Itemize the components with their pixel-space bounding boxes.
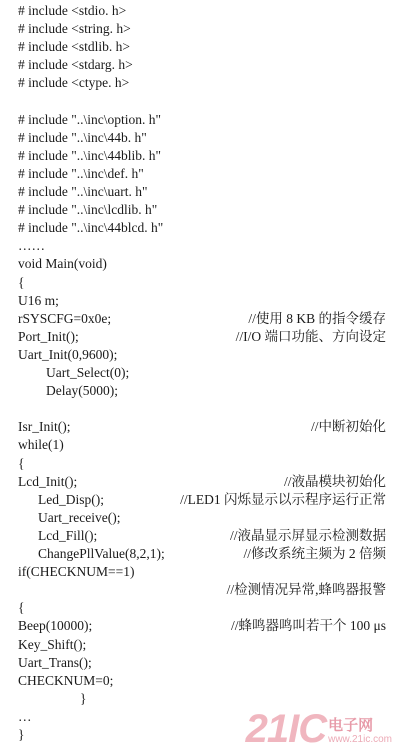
code-text: Isr_Init(); <box>18 419 71 435</box>
code-text: Lcd_Init(); <box>18 473 78 489</box>
code-text: Uart_Trans(); <box>18 654 92 670</box>
code-line <box>0 219 400 237</box>
code-comment: //使用 8 KB 的指令缓存 <box>248 310 386 326</box>
code-text: while(1) <box>18 437 64 453</box>
code-line <box>0 672 400 690</box>
code-text: Lcd_Fill(); <box>38 527 98 543</box>
code-text: Beep(10000); <box>18 618 93 634</box>
code-line <box>0 563 400 581</box>
code-line <box>0 491 400 509</box>
code-comment: //中断初始化 <box>310 419 386 435</box>
code-line <box>0 473 400 491</box>
code-text: void Main(void) <box>18 256 107 272</box>
code-text: # include "..\inc\44blcd. h" <box>18 220 164 236</box>
code-line <box>0 382 400 400</box>
code-line <box>0 400 400 418</box>
code-comment: //LED1 闪烁显示以示程序运行正常 <box>180 491 386 507</box>
code-text: ChangePllValue(8,2,1); <box>38 546 165 561</box>
code-line <box>0 237 400 255</box>
code-line <box>0 292 400 310</box>
code-text: # include "..\inc\44b. h" <box>18 129 147 145</box>
code-line <box>0 636 400 654</box>
code-line <box>0 165 400 183</box>
code-line <box>0 346 400 364</box>
code-line <box>0 527 400 545</box>
code-line <box>0 2 400 20</box>
code-line <box>0 436 400 454</box>
code-text: # include <stdarg. h> <box>18 57 133 73</box>
code-line <box>0 654 400 672</box>
code-text: { <box>18 455 25 471</box>
code-text: # include <ctype. h> <box>18 75 130 91</box>
code-line <box>0 147 400 165</box>
code-comment: //检测情况异常,蜂鸣器报警 <box>226 582 386 598</box>
code-comment: //蜂鸣器鸣叫若干个 100 μs <box>231 618 386 634</box>
watermark-cn: 电子网 <box>328 716 374 734</box>
code-line <box>0 617 400 635</box>
code-text: # include "..\inc\44blib. h" <box>18 147 162 163</box>
code-line <box>0 690 400 708</box>
code-text: Uart_Init(0,9600); <box>18 346 118 362</box>
code-text: Led_Disp(); <box>38 491 104 507</box>
code-text: { <box>18 274 25 290</box>
code-text: Port_Init(); <box>18 328 79 344</box>
code-comment: //液晶显示屏显示检测数据 <box>229 527 386 543</box>
code-text: U16 m; <box>18 292 59 308</box>
code-text: # include <stdio. h> <box>18 3 127 18</box>
watermark-domain: www.21ic.com <box>328 734 392 745</box>
code-line <box>0 455 400 473</box>
code-comment: //I/O 端口功能、方向设定 <box>235 328 386 344</box>
code-line <box>0 56 400 74</box>
code-line <box>0 364 400 382</box>
code-line <box>0 509 400 527</box>
code-line <box>0 328 400 346</box>
code-line <box>0 201 400 219</box>
code-line <box>0 310 400 328</box>
code-text: # include "..\inc\uart. h" <box>18 184 148 199</box>
code-line <box>0 38 400 56</box>
code-text: } <box>18 727 25 742</box>
code-comment: //修改系统主频为 2 倍频 <box>243 546 386 561</box>
code-text: # include <stdlib. h> <box>18 39 130 55</box>
code-comment: //液晶模块初始化 <box>283 473 386 489</box>
code-line <box>0 111 400 129</box>
code-line <box>0 20 400 38</box>
site-watermark <box>246 709 392 749</box>
code-line <box>0 255 400 273</box>
code-text: CHECKNUM=0; <box>18 672 114 688</box>
code-text: rSYSCFG=0x0e; <box>18 310 112 326</box>
code-line <box>0 93 400 111</box>
code-line <box>0 545 400 563</box>
code-line <box>0 74 400 92</box>
watermark-logo: 21IC <box>245 707 327 751</box>
code-text: Uart_Select(0); <box>46 365 130 380</box>
code-text: { <box>18 600 25 616</box>
code-text: # include <string. h> <box>18 21 131 37</box>
code-text: Key_Shift(); <box>18 636 87 652</box>
code-text: if(CHECKNUM==1) <box>18 564 135 580</box>
code-line <box>0 274 400 292</box>
code-line <box>0 183 400 201</box>
code-text: } <box>80 690 87 706</box>
code-text: …… <box>18 238 45 254</box>
code-text: Uart_receive(); <box>38 509 121 525</box>
code-line <box>0 599 400 617</box>
code-line <box>0 418 400 436</box>
code-line <box>0 129 400 147</box>
code-line <box>0 581 400 599</box>
code-text: # include "..\inc\lcdlib. h" <box>18 202 158 218</box>
code-text: # include "..\inc\option. h" <box>18 111 162 127</box>
code-text: Delay(5000); <box>46 383 118 399</box>
code-text: … <box>18 708 32 724</box>
code-text: # include "..\inc\def. h" <box>18 165 144 181</box>
